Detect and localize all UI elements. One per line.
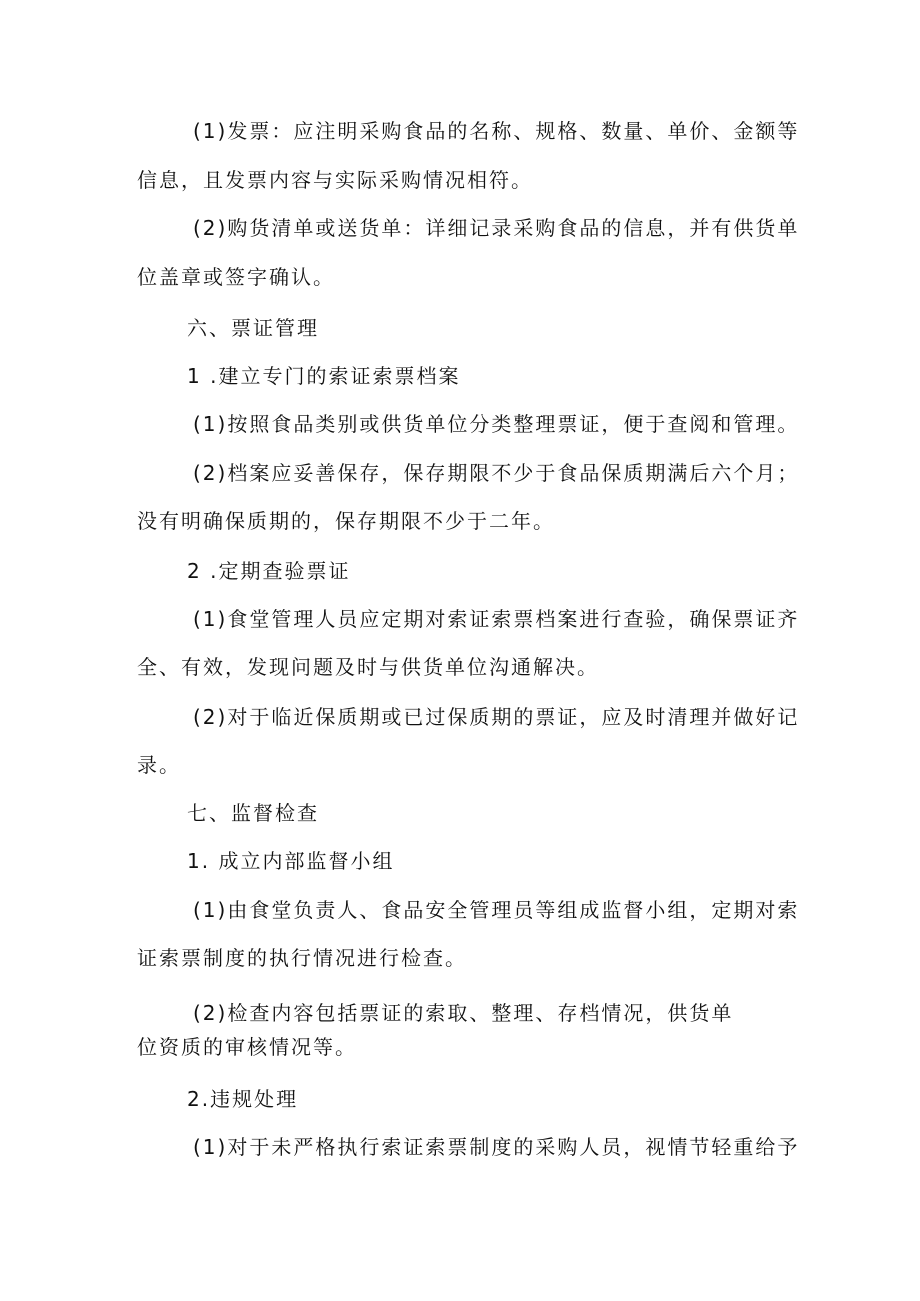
section-heading: 六、票证管理 bbox=[187, 316, 319, 340]
paragraph-line: (2)检查内容包括票证的索取、整理、存档情况，供货单 bbox=[193, 1001, 734, 1025]
subsection-heading: 1. 成立内部监督小组 bbox=[187, 849, 395, 873]
subsection-heading: 1 .建立专门的索证索票档案 bbox=[187, 364, 461, 388]
paragraph-line: (1)按照食品类别或供货单位分类整理票证，便于查阅和管理。 bbox=[193, 412, 800, 436]
paragraph-line: 信息，且发票内容与实际采购情况相符。 bbox=[137, 168, 533, 192]
paragraph-line: (1)由食堂负责人、食品安全管理员等组成监督小组，定期对索 bbox=[193, 898, 800, 922]
paragraph-line: 录。 bbox=[137, 753, 181, 777]
paragraph-line: 证索票制度的执行情况进行检查。 bbox=[137, 946, 467, 970]
paragraph-line: (2)档案应妥善保存，保存期限不少于食品保质期满后六个月； bbox=[193, 461, 800, 485]
paragraph-line: 位资质的审核情况等。 bbox=[137, 1035, 357, 1059]
paragraph-line: 没有明确保质期的，保存期限不少于二年。 bbox=[137, 509, 555, 533]
paragraph-line: 位盖章或签字确认。 bbox=[137, 265, 335, 289]
paragraph-line: (1)食堂管理人员应定期对索证索票档案进行查验，确保票证齐 bbox=[193, 607, 800, 631]
subsection-heading: 2 .定期查验票证 bbox=[187, 559, 351, 583]
paragraph-line: 全、有效，发现问题及时与供货单位沟通解决。 bbox=[137, 655, 599, 679]
paragraph-line: (2)对于临近保质期或已过保质期的票证，应及时清理并做好记 bbox=[193, 705, 800, 729]
paragraph-line: (1)对于未严格执行索证索票制度的采购人员，视情节轻重给予 bbox=[193, 1135, 800, 1159]
paragraph-line: (2)购货清单或送货单：详细记录采购食品的信息，并有供货单 bbox=[193, 216, 800, 240]
paragraph-line: (1)发票：应注明采购食品的名称、规格、数量、单价、金额等 bbox=[193, 119, 800, 143]
subsection-heading: 2.违规处理 bbox=[187, 1087, 299, 1111]
section-heading: 七、监督检查 bbox=[187, 801, 319, 825]
